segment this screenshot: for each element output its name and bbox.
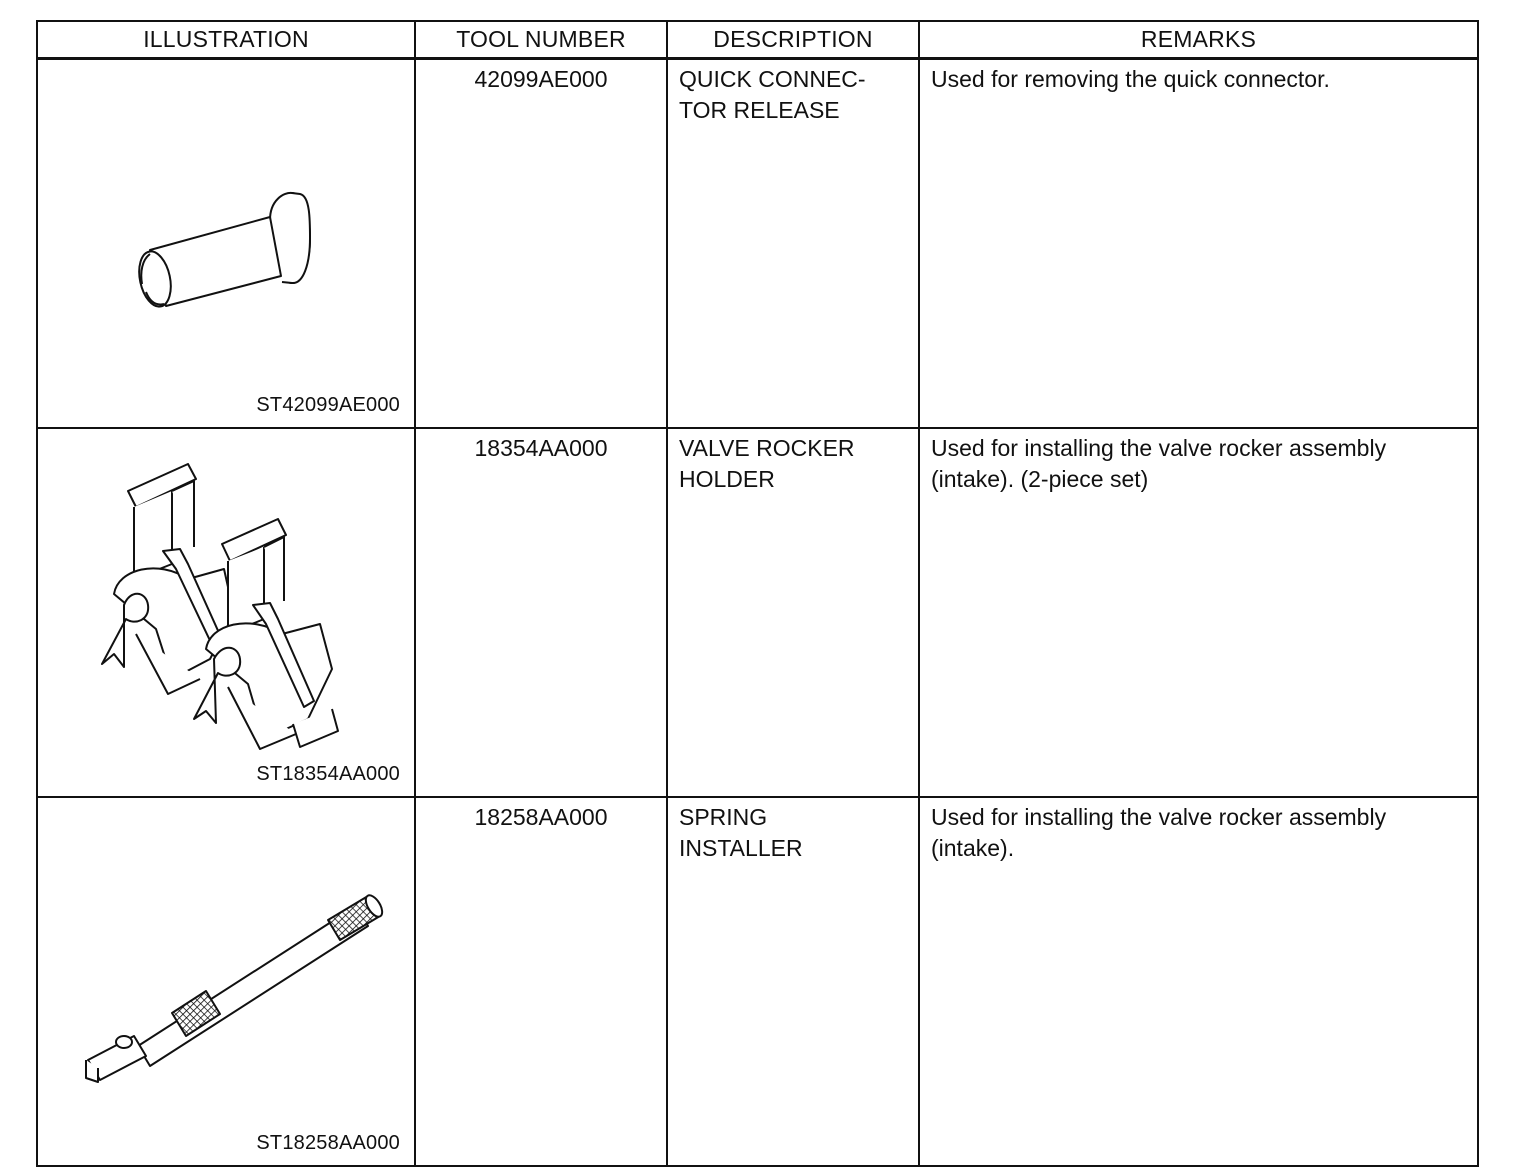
illustration-cell <box>37 797 415 1166</box>
tool-number: 42099AE000 <box>474 66 608 92</box>
tool-number-cell <box>415 797 667 1166</box>
remarks: Used for installing the valve rocker assembly (intake). (2-piece set) <box>931 435 1387 492</box>
remarks-cell <box>919 59 1478 429</box>
remarks: Used for removing the quick connector. <box>931 66 1330 92</box>
illustration-cell <box>37 59 415 429</box>
illustration-code: ST42099AE000 <box>256 394 400 416</box>
header-illustration: ILLUSTRATION <box>37 21 415 59</box>
header-description: DESCRIPTION <box>667 21 919 59</box>
header-remarks: REMARKS <box>919 21 1478 59</box>
tool-number-cell <box>415 59 667 429</box>
table-row <box>37 428 1478 797</box>
header-tool-number: TOOL NUMBER <box>415 21 667 59</box>
table-row <box>37 59 1478 429</box>
description-cell <box>667 428 919 797</box>
table-row <box>37 797 1478 1166</box>
description: VALVE ROCKER HOLDER <box>679 435 855 492</box>
quick-connector-release-icon <box>38 60 416 427</box>
tool-number: 18354AA000 <box>474 435 608 461</box>
header-row <box>37 21 1478 59</box>
remarks-cell <box>919 797 1478 1166</box>
description-cell <box>667 797 919 1166</box>
special-tools-table <box>36 20 1479 1167</box>
remarks-cell <box>919 428 1478 797</box>
spring-installer-icon <box>38 798 416 1165</box>
description-cell <box>667 59 919 429</box>
tool-number: 18258AA000 <box>474 804 608 830</box>
remarks: Used for installing the valve rocker assembly (intake). <box>931 804 1387 861</box>
valve-rocker-holder-icon <box>38 429 416 796</box>
description: QUICK CONNEC- TOR RELEASE <box>679 66 866 123</box>
tool-number-cell <box>415 428 667 797</box>
illustration-code: ST18354AA000 <box>256 763 400 785</box>
illustration-cell <box>37 428 415 797</box>
description: SPRING INSTALLER <box>679 804 803 861</box>
illustration-code: ST18258AA000 <box>256 1132 400 1154</box>
